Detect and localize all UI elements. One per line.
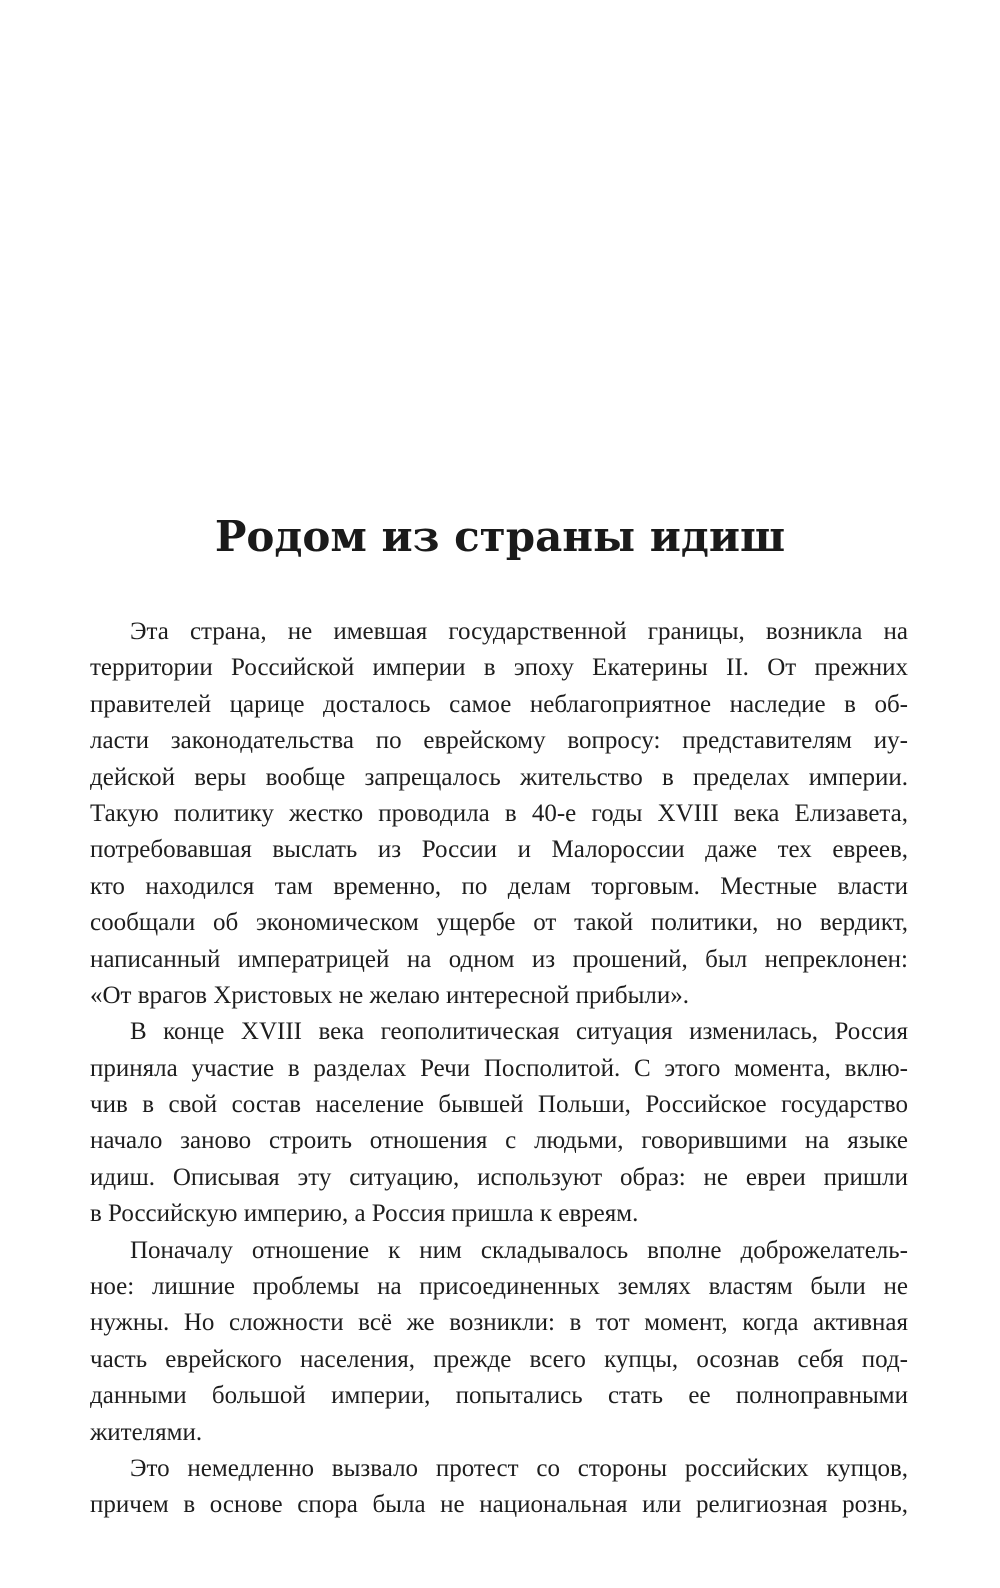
text-line: данными большой империи, попытались стать ее полноправными: [90, 1382, 908, 1410]
text-line: Поначалу отношение к ним складывалось вполне доброжелатель-: [130, 1236, 908, 1264]
text-line: Это немедленно вызвало протест со стороны российских купцов,: [130, 1454, 908, 1482]
text-line: приняла участие в разделах Речи Посполитой. С этого момента, вклю-: [90, 1054, 908, 1082]
paragraph: [90, 1451, 908, 1524]
text-line: В конце XVIII века геополитическая ситуация изменилась, Россия: [130, 1018, 908, 1046]
text-line: «От врагов Христовых не желаю интересной прибыли».: [90, 981, 690, 1009]
text-line: дейской веры вообще запрещалось жительство в пределах империи.: [90, 763, 908, 791]
chapter-title: Родом из страны идиш: [214, 512, 786, 561]
text-line: причем в основе спора была не национальная или религиозная рознь,: [90, 1491, 908, 1519]
text-line: ласти законодательства по еврейскому вопросу: представителям иу-: [90, 727, 908, 755]
paragraph: [90, 614, 908, 1014]
body-text: [90, 614, 908, 1524]
text-line: часть еврейского населения, прежде всего купцы, осознав себя под-: [90, 1345, 908, 1373]
text-line: в Российскую империю, а Россия пришла к евреям.: [90, 1200, 639, 1228]
text-line: кто находился там временно, по делам торговым. Местные власти: [90, 872, 908, 900]
text-line: чив в свой состав население бывшей Польши, Российское государство: [90, 1091, 908, 1119]
text-line: потребовавшая выслать из России и Малороссии даже тех евреев,: [90, 836, 908, 864]
text-line: идиш. Описывая эту ситуацию, используют образ: не евреи пришли: [90, 1163, 908, 1191]
text-line: написанный императрицей на одном из прошений, был непреклонен:: [90, 945, 908, 973]
paragraph: [90, 1233, 908, 1451]
text-line: ное: лишние проблемы на присоединенных землях властям были не: [90, 1273, 908, 1301]
paragraph: [90, 1014, 908, 1232]
text-line: Эта страна, не имевшая государственной границы, возникла на: [130, 618, 908, 645]
text-line: территории Российской империи в эпоху Екатерины II. От прежних: [90, 654, 908, 682]
text-line: правителей царице досталось самое неблагоприятное наследие в об-: [90, 690, 908, 718]
text-line: начало заново строить отношения с людьми, говорившими на языке: [90, 1127, 908, 1155]
text-line: жителями.: [90, 1418, 203, 1446]
text-line: нужны. Но сложности всё же возникли: в тот момент, когда активная: [90, 1309, 908, 1337]
text-line: Такую политику жестко проводила в 40-е годы XVIII века Елизавета,: [90, 799, 908, 827]
text-line: сообщали об экономическом ущербе от такой политики, но вердикт,: [90, 909, 908, 937]
